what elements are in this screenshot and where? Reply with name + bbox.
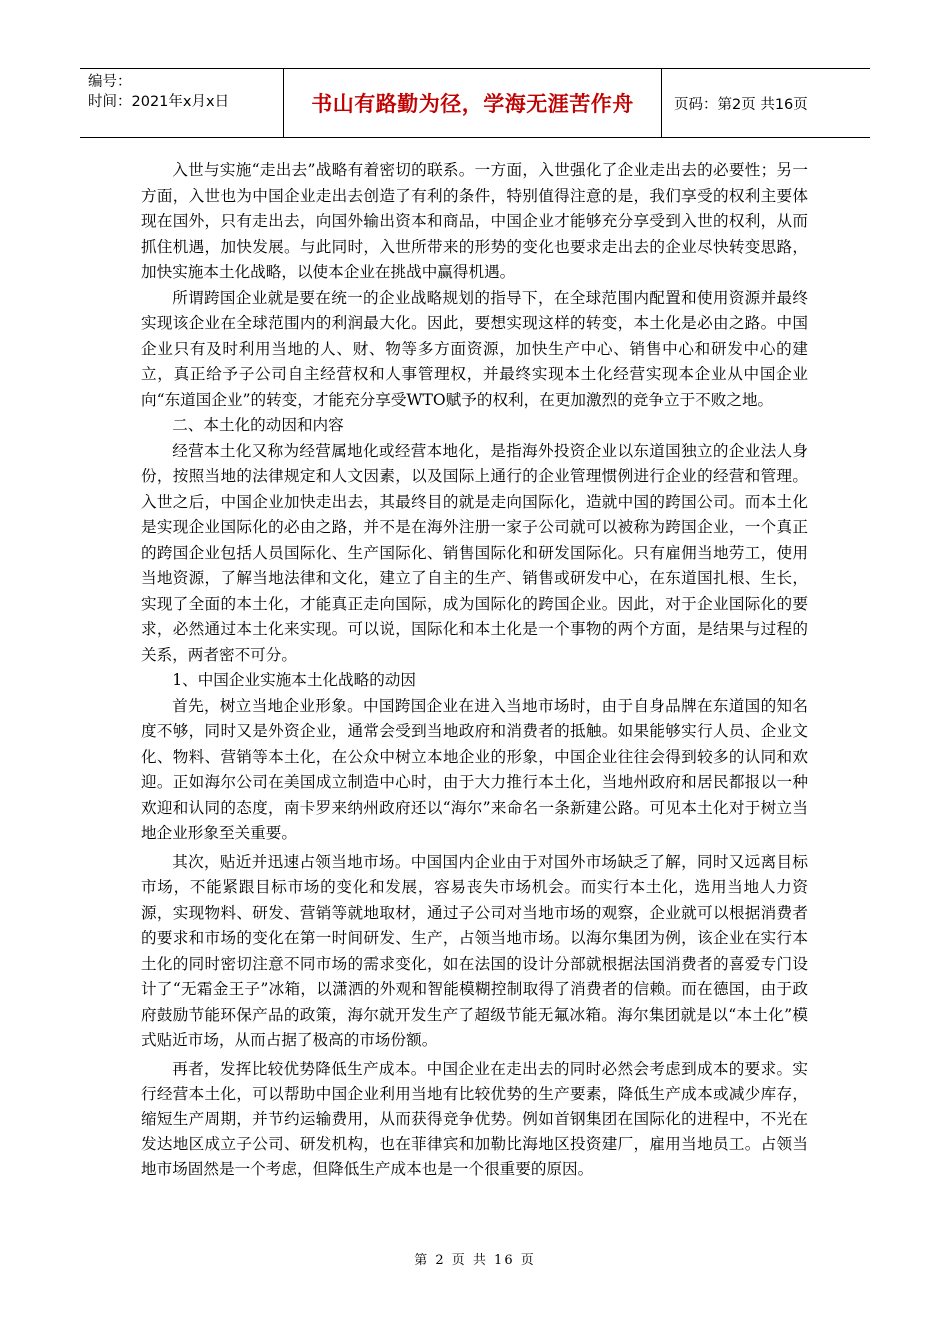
paragraph-intro: 入世与实施“走出去”战略有着密切的联系。一方面，入世强化了企业走出去的必要性；另一方面，入世也为中国企业走出去创造了有利的条件，特别值得注意的是，我们享受的权利主要体现在国外，只有走出去，向国外输出资本和商品，中国企业才能够充分享受到入世的权利，从而抓住机遇，加快发展。与此同时，入世所带来的形势的变化也要求走出去的企业尽快转变思路，加快实施本土化战略，以使本企业在挑战中赢得机遇。 xyxy=(141,161,808,281)
document-body xyxy=(141,158,808,1182)
subsection-heading: 1、中国企业实施本土化战略的动因 xyxy=(172,671,417,689)
page-footer: 第 2 页 共 16 页 xyxy=(414,1253,536,1268)
document-number-label: 编号： xyxy=(88,74,132,90)
paragraph-second-reason: 其次，贴近并迅速占领当地市场。中国国内企业由于对国外市场缺乏了解，同时又远离目标市场，不能紧跟目标市场的变化和发展，容易丧失市场机会。而实行本土化，选用当地人力资源，实现物料、研发、营销等就地取材，通过子公司对当地市场的观察，企业就可以根据消费者的要求和市场的变化在第一时间研发、生产，占领当地市场。以海尔集团为例，该企业在实行本土化的同时密切注意不同市场的需求变化，如在法国的设计分部就根据法国消费者的喜爱专门设计了“无霜金王子”冰箱，以潇洒的外观和智能模糊控制取得了消费者的信赖。而在德国，由于政府鼓励节能环保产品的政策，海尔就开发生产了超级节能无氟冰箱。海尔集团就是以“本土化”模式贴近市场，从而占据了极高的市场份额。 xyxy=(141,852,808,1049)
paragraph-localization-definition: 经营本土化又称为经营属地化或经营本地化，是指海外投资企业以东道国独立的企业法人身份，按照当地的法律规定和人文因素，以及国际上通行的企业管理惯例进行企业的经营和管理。入世之后，中国企业加快走出去，其最终目的就是走向国际化，造就中国的跨国公司。而本土化是实现企业国际化的必由之路，并不是在海外注册一家子公司就可以被称为跨国企业，一个真正的跨国企业包括人员国际化、生产国际化、销售国际化和研发国际化。只有雇佣当地劳工，使用当地资源，了解当地法律和文化，建立了自主的生产、销售或研发中心，在东道国扎根、生长，实现了全面的本土化，才能真正走向国际，成为国际化的跨国企业。因此，对于企业国际化的要求，必然通过本土化来实现。可以说，国际化和本土化是一个事物的两个方面，是结果与过程的关系，两者密不可分。 xyxy=(141,441,808,664)
header-motto: 书山有路勤为径，学海无涯苦作舟 xyxy=(284,69,662,137)
section-heading: 二、本土化的动因和内容 xyxy=(172,416,344,434)
paragraph-transnational: 所谓跨国企业就是要在统一的企业战略规划的指导下，在全球范围内配置和使用资源并最终实现该企业在全球范围内的利润最大化。因此，要想实现这样的转变，本土化是必由之路。中国企业只有及时利用当地的人、财、物等多方面资源，加快生产中心、销售中心和研发中心的建立，真正给予子公司自主经营权和人事管理权，并最终实现本土化经营实现本企业从中国企业向“东道国企业”的转变，才能充分享受WTO赋予的权利，在更加激烈的竞争立于不败之地。 xyxy=(141,288,808,409)
page-header xyxy=(80,68,870,138)
document-date-label: 时间：2021年x月x日 xyxy=(88,94,230,110)
paragraph-first-reason: 首先，树立当地企业形象。中国跨国企业在进入当地市场时，由于自身品牌在东道国的知名度不够，同时又是外资企业，通常会受到当地政府和消费者的抵触。如果能够实行人员、企业文化、物料、营销等本土化，在公众中树立本地企业的形象，中国企业往往会得到较多的认同和欢迎。正如海尔公司在美国成立制造中心时，由于大力推行本土化，当地州政府和居民都报以一种欢迎和认同的态度，南卡罗来纳州政府还以“海尔”来命名一条新建公路。可见本土化对于树立当地企业形象至关重要。 xyxy=(141,696,808,842)
header-page-info: 页码：第2页 共16页 xyxy=(674,96,808,113)
header-meta-cell xyxy=(80,69,284,137)
paragraph-third-reason: 再者，发挥比较优势降低生产成本。中国企业在走出去的同时必然会考虑到成本的要求。实行经营本土化，可以帮助中国企业利用当地有比较优势的生产要素，降低生产成本或减少库存，缩短生产周期，并节约运输费用，从而获得竞争优势。例如首钢集团在国际化的进程中，不光在发达地区成立子公司、研发机构，也在菲律宾和加勒比海地区投资建厂，雇用当地员工。占领当地市场固然是一个考虑，但降低生产成本也是一个很重要的原因。 xyxy=(141,1059,808,1178)
